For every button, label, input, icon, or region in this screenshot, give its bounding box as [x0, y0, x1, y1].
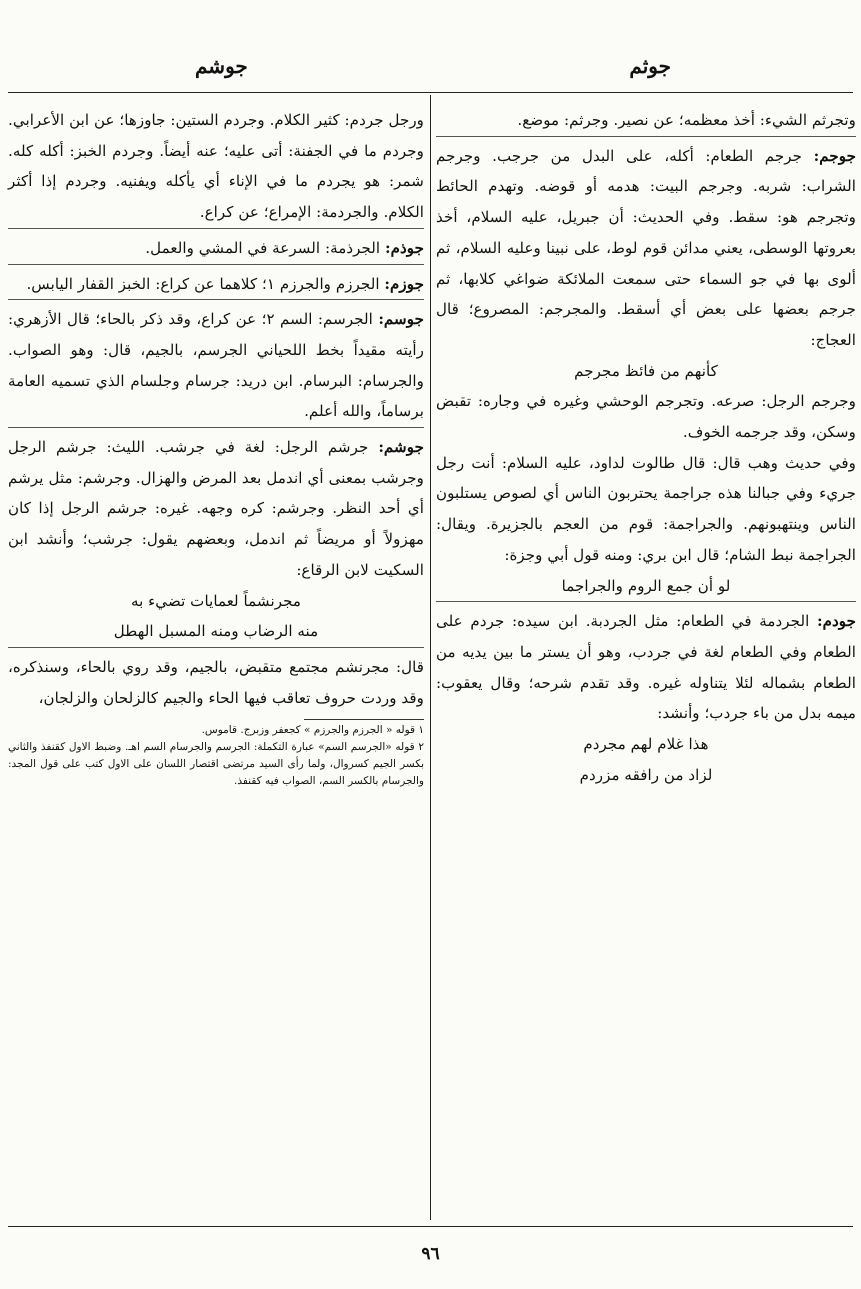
entry-jwzm — [8, 264, 424, 300]
entry-keyword: جودم: — [817, 612, 857, 631]
verse-line: هذا غلام لهم مجردم — [583, 735, 709, 754]
footnote: ٢ قوله «الجرسم السم» عبارة التكملة: الجرسم والجرسام السم اهـ. وضبط الاول كقنفذ والثاني بكسر الجيم كسروال، ولما رأى السيد مرتضى اقتصار اللسان على الاول كتب على قول المجد: والجرسام بالكسر السم، الصواب فيه كقنفذ. — [8, 741, 424, 788]
column-divider — [430, 95, 431, 1220]
left-column — [8, 105, 424, 790]
bottom-rule — [8, 1226, 853, 1227]
entry-text: جرجم الطعام: أكله، على البدل من جرجب. وجرجم الشراب: شربه. وجرجم البيت: هدمه أو قوضه. وتهدم الحائط وتجرجم هو: سقط. وفي الحديث: أن جبريل، عليه السلام، أخذ بعروتها الوسطى، يعني مدائن قوم لوط، على نبينا وعليه السلام، ثم ألوى بها في جو السماء حتى سمعت الملائكة ضواغي كلابها، ثم جرجم بعضها على بعض أي أسقط. والمجرجم: المصروع؛ قال العجاج: — [436, 146, 856, 349]
top-rule — [8, 92, 853, 93]
entry-jwjm — [436, 136, 856, 356]
entry-jwdm — [436, 601, 856, 729]
right-column — [436, 105, 856, 790]
entry-keyword: جوجم: — [813, 146, 856, 165]
entry-text: الجرسم: السم ٢؛ عن كراع، وقد ذكر بالحاء؛ قال الأزهري: رأيته مقيداً بخط اللحياني الجرسم، بالجيم، قال: وهو الصواب. والجرسام: البرسام. ابن دريد: جرسام وجلسام الذي تسميه العامة برساماً، والله أعلم. — [8, 310, 424, 421]
entry-text: الجرذمة: السرعة في المشي والعمل. — [145, 238, 381, 257]
left-intro: ورجل جردم: كثير الكلام. وجردم الستين: جاوزها؛ عن ابن الأعرابي. وجردم ما في الجفنة: أتى عليه؛ عنه أيضاً. وجردم الخبز: أكله كله. شمر: هو يجردم ما في الإناء أي يأكله ويفنيه. وجردم إذا أكثر الكلام. والجردمة: الإمراع؛ عن كراع. — [8, 111, 424, 222]
verse-line: لزاد من رافقه مزردم — [579, 765, 713, 784]
right-intro: وتجرثم الشيء: أخذ معظمه؛ عن نصير. وجرثم: موضع. — [517, 111, 856, 129]
page-number: ٩٦ — [421, 1244, 440, 1264]
entry-keyword: جوشم: — [378, 438, 425, 457]
entry-jwsm — [8, 299, 424, 427]
entry-jwshm — [8, 427, 424, 586]
header-left-word: جوشم — [195, 54, 248, 78]
entry-text: الجرزم والجرزم ١؛ كلاهما عن كراع: الخبز القفار اليابس. — [26, 274, 380, 293]
page-header — [0, 48, 861, 88]
entry-keyword: جوسم: — [378, 310, 424, 329]
footnote: ١ قوله « الجرزم والجرزم » كجعفر وزبرج. قاموس. — [201, 724, 424, 737]
entry-keyword: جوزم: — [384, 274, 424, 293]
paragraph: قال: مجرنشم مجتمع متقبض، بالجيم، وقد روي بالحاء، وسنذكره، وقد وردت حروف تعاقب فيها الحاء والجيم كالزلحان والزلجان، — [8, 647, 424, 713]
entry-text: جرشم الرجل: لغة في جرشب. الليث: جرشم الرجل وجرشب بمعنى أي اندمل بعد المرض والهزال. وجرشم: مثل يرشم أي أحد النظر. وجرشم: كره وجهه. غيره: جرشم الرجل إذا كان مهزولاً أو مريضاً ثم اندمل، وبعضهم يقول: جرشب؛ وأنشد ابن السكيت لابن الرقاع: — [8, 438, 424, 579]
paragraph: وجرجم الرجل: صرعه. وتجرجم الوحشي وغيره في وجاره: تقبض وسكن، وقد جرجمه الخوف. — [436, 392, 856, 442]
verse-line: منه الرضاب ومنه المسبل الهطل — [113, 622, 319, 641]
entry-text: الجردمة في الطعام: مثل الجردبة. ابن سيده: جردم على الطعام وفي الطعام لغة في جردب، وهو أن يستر ما بين يديه من الطعام بشماله لئلا يتناوله غيره. وقد تقدم شرحه؛ وقال يعقوب: ميمه بدل من باء جردب؛ وأنشد: — [436, 612, 856, 723]
footnote-rule — [304, 719, 424, 720]
header-right-word: جوثم — [629, 54, 671, 78]
entry-keyword: جوذم: — [384, 238, 424, 257]
verse-line: مجرنشماً لعمايات تضيء به — [130, 591, 302, 610]
entry-jwdhm — [8, 228, 424, 264]
paragraph: وفي حديث وهب قال: قال طالوت لداود، عليه السلام: أنت رجل جريء وفي جبالنا هذه جراجمة يحتربون الناس أي لصوص يستلبون الناس وينتهبونهم. والجراجمة: قوم من العجم بالجزيرة. ويقال: الجراجمة نبط الشام؛ قال ابن بري: ومنه قول أبي وجزة: — [436, 453, 856, 564]
verse-line: كأنهم من فائظ مجرجم — [574, 361, 718, 380]
verse-line: لو أن جمع الروم والجراجما — [561, 576, 731, 595]
